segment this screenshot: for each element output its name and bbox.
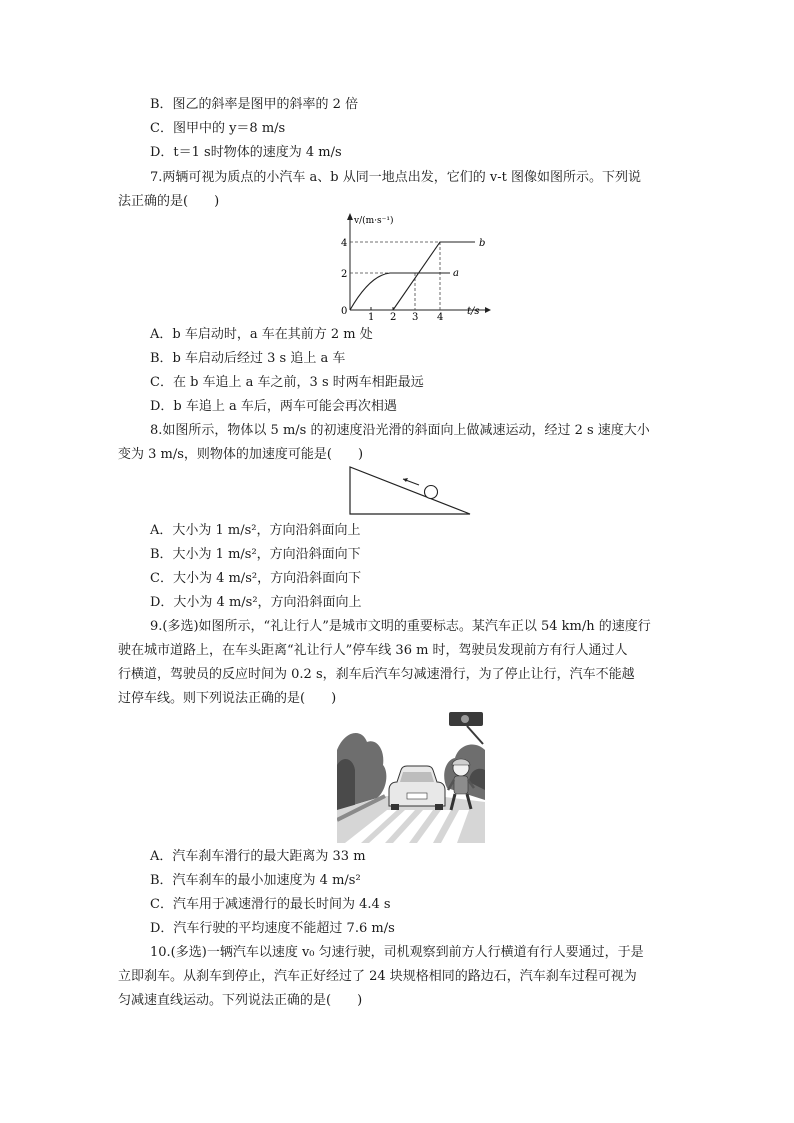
q9-option-d: D．汽车行驶的平均速度不能超过 7.6 m/s bbox=[150, 921, 395, 936]
car-license-plate bbox=[407, 793, 427, 799]
q6-option-d: D．t＝1 s时物体的速度为 4 m/s bbox=[150, 145, 342, 160]
car-wheel-left bbox=[391, 804, 399, 810]
tree-left-shadow bbox=[337, 759, 355, 810]
y-tick-label-2: 2 bbox=[341, 269, 348, 280]
q9-stem-line1: 9.(多选)如图所示，“礼让行人”是城市文明的重要标志。某汽车正以 54 km/h 的速度行 bbox=[150, 619, 651, 634]
q9-stem-line3: 行横道，驾驶员的反应时间为 0.2 s，刹车后汽车匀减速滑行，为了停止让行，汽车不能越 bbox=[118, 667, 635, 682]
curve-a-label: a bbox=[453, 268, 459, 279]
q9-option-c: C．汽车用于减速滑行的最长时间为 4.4 s bbox=[150, 897, 391, 912]
q8-option-c: C．大小为 4 m/s²，方向沿斜面向下 bbox=[150, 571, 362, 586]
q8-stem-line1: 8.如图所示，物体以 5 m/s 的初速度沿光滑的斜面向上做减速运动，经过 2 s 速度大小 bbox=[150, 423, 650, 438]
line-b-label: b bbox=[479, 238, 486, 249]
x-tick-label-3: 3 bbox=[412, 312, 419, 320]
x-tick-label-2: 2 bbox=[390, 312, 397, 320]
q7-option-a: A．b 车启动时，a 车在其前方 2 m 处 bbox=[150, 327, 373, 342]
q9-crosswalk-illustration bbox=[337, 710, 485, 843]
child-shirt bbox=[454, 776, 468, 794]
q7-option-c: C．在 b 车追上 a 车之前，3 s 时两车相距最远 bbox=[150, 375, 424, 390]
x-tick-label-4: 4 bbox=[437, 312, 444, 320]
q9-option-a: A．汽车刹车滑行的最大距离为 33 m bbox=[150, 849, 366, 864]
q10-stem-line3: 匀减速直线运动。下列说法正确的是( ) bbox=[118, 993, 363, 1008]
q9-stem-line4: 过停车线。则下列说法正确的是( ) bbox=[118, 691, 337, 706]
velocity-arrow-head bbox=[403, 478, 408, 482]
y-tick-label-4: 4 bbox=[341, 238, 348, 249]
q10-stem-line1: 10.(多选)一辆汽车以速度 v₀ 匀速行驶，司机观察到前方人行横道有行人要通过，于是 bbox=[150, 945, 644, 960]
traffic-light-lamp bbox=[461, 715, 469, 723]
q9-stem-line2: 驶在城市道路上，在车头距离“礼让行人”停车线 36 m 时，驾驶员发现前方有行人通过人 bbox=[118, 643, 628, 658]
q8-incline-diagram bbox=[345, 462, 475, 518]
q7-option-d: D．b 车追上 a 车后，两车可能会再次相遇 bbox=[150, 399, 397, 414]
q7-option-b: B．b 车启动后经过 3 s 追上 a 车 bbox=[150, 351, 346, 366]
curve-a bbox=[350, 273, 450, 310]
y-axis-arrow bbox=[347, 213, 353, 220]
x-axis-label: t/s bbox=[467, 306, 480, 317]
q6-option-c: C．图甲中的 y＝8 m/s bbox=[150, 121, 286, 136]
q9-option-b: B．汽车刹车的最小加速度为 4 m/s² bbox=[150, 873, 361, 888]
q8-stem-line2: 变为 3 m/s，则物体的加速度可能是( ) bbox=[118, 447, 364, 462]
q7-vt-graph bbox=[335, 210, 495, 320]
q7-stem-line2: 法正确的是( ) bbox=[118, 194, 220, 209]
car-windshield bbox=[400, 772, 434, 782]
q6-option-b: B．图乙的斜率是图甲的斜率的 2 倍 bbox=[150, 97, 359, 112]
car-wheel-right bbox=[435, 804, 443, 810]
q8-option-a: A．大小为 1 m/s²，方向沿斜面向上 bbox=[150, 523, 361, 538]
incline-triangle bbox=[350, 467, 470, 514]
q8-option-b: B．大小为 1 m/s²，方向沿斜面向下 bbox=[150, 547, 361, 562]
y-axis-label: v/(m·s⁻¹) bbox=[354, 216, 394, 226]
q10-stem-line2: 立即刹车。从刹车到停止，汽车正好经过了 24 块规格相同的路边石，汽车刹车过程可视为 bbox=[118, 969, 637, 984]
x-tick-label-1: 1 bbox=[368, 312, 375, 320]
line-b bbox=[393, 242, 475, 310]
origin-label: 0 bbox=[341, 306, 348, 317]
x-axis-arrow bbox=[485, 307, 491, 313]
q7-stem-line1: 7.两辆可视为质点的小汽车 a、b 从同一地点出发，它们的 v-t 图像如图所示。下列说 bbox=[150, 170, 641, 185]
ball-object bbox=[425, 486, 438, 499]
q8-option-d: D．大小为 4 m/s²，方向沿斜面向上 bbox=[150, 595, 362, 610]
